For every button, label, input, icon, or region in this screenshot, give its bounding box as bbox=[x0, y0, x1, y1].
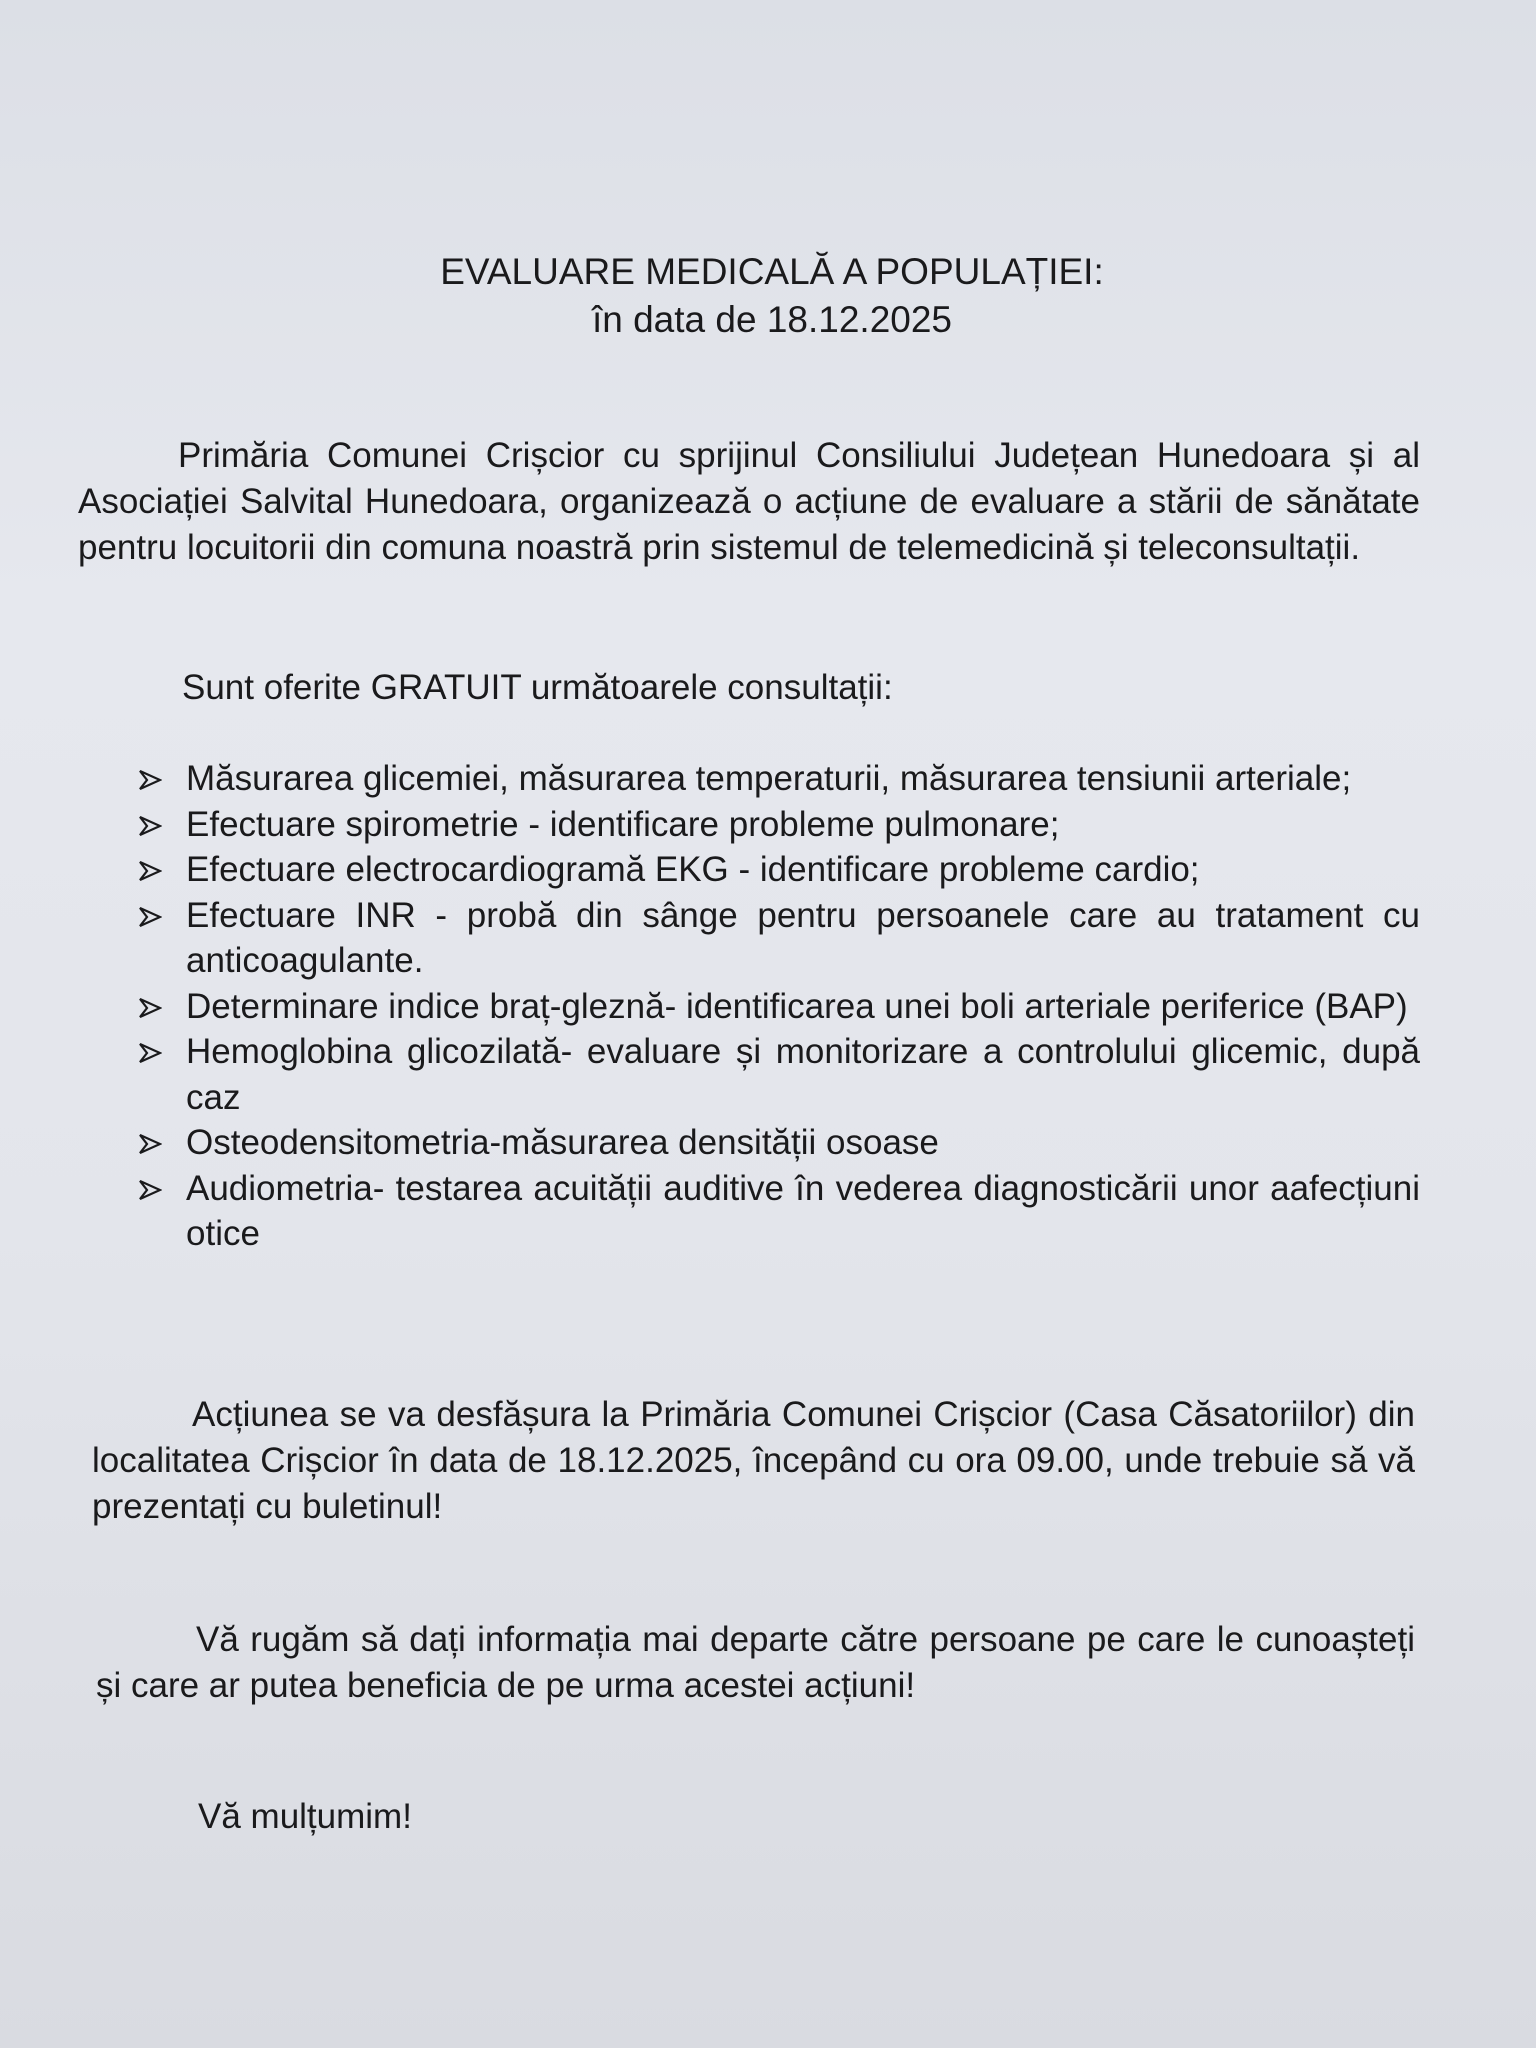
service-text: Măsurarea glicemiei, măsurarea temperaturii, măsurarea tensiunii arteriale; bbox=[186, 759, 1352, 798]
intro-paragraph bbox=[78, 433, 1420, 571]
intro-paragraph-text: Primăria Comunei Crișcior cu sprijinul Consiliului Județean Hunedoara și al Asociației Salvital Hunedoara, organizează o acțiune de evaluare a stării de sănătate pentru locuitorii din comuna noastră prin sistemul de telemedicină și teleconsultații. bbox=[78, 436, 1420, 567]
arrow-bullet-icon bbox=[138, 815, 162, 837]
service-item bbox=[132, 984, 1420, 1030]
service-item bbox=[132, 1029, 1420, 1120]
document-title: EVALUARE MEDICALĂ A POPULAȚIEI: bbox=[440, 251, 1104, 292]
request-paragraph bbox=[96, 1617, 1415, 1709]
service-item bbox=[132, 756, 1420, 802]
services-intro: Sunt oferite GRATUIT următoarele consultații: bbox=[182, 668, 893, 707]
closing-thanks: Vă mulțumim! bbox=[198, 1797, 412, 1836]
location-paragraph bbox=[92, 1392, 1415, 1530]
service-text: Efectuare spirometrie - identificare probleme pulmonare; bbox=[186, 804, 1060, 844]
service-item bbox=[132, 847, 1420, 893]
arrow-bullet-icon bbox=[138, 1133, 162, 1155]
arrow-bullet-icon bbox=[138, 1042, 162, 1064]
document-heading bbox=[0, 248, 1536, 344]
services-list bbox=[132, 756, 1420, 1257]
request-paragraph-text: Vă rugăm să dați informația mai departe către persoane pe care le cunoașteți și care ar putea beneficia de pe urma acestei acțiuni! bbox=[96, 1620, 1415, 1705]
service-text: Audiometria- testarea acuității auditive în vederea diagnosticării unor aafecțiuni otice bbox=[186, 1168, 1420, 1253]
arrow-bullet-icon bbox=[138, 997, 162, 1019]
service-text: Determinare indice braț-gleznă- identificarea unei boli arteriale periferice (BAP) bbox=[186, 986, 1408, 1026]
arrow-bullet-icon bbox=[138, 769, 162, 791]
document-date: în data de 18.12.2025 bbox=[591, 299, 953, 340]
service-text: Efectuare INR - probă din sânge pentru persoanele care au tratament cu anticoagulante. bbox=[186, 895, 1420, 980]
service-text: Osteodensitometria-măsurarea densității osoase bbox=[186, 1123, 939, 1162]
arrow-bullet-icon bbox=[138, 906, 162, 928]
service-item bbox=[132, 893, 1420, 984]
arrow-bullet-icon bbox=[138, 1179, 162, 1201]
service-item bbox=[132, 1166, 1420, 1257]
location-paragraph-text: Acțiunea se va desfășura la Primăria Comunei Crișcior (Casa Căsatoriilor) din localitatea Crișcior în data de 18.12.2025, începând cu ora 09.00, unde trebuie să vă prezentați cu buletinul! bbox=[92, 1395, 1415, 1526]
service-text: Efectuare electrocardiogramă EKG - identificare probleme cardio; bbox=[186, 850, 1200, 889]
service-item bbox=[132, 1120, 1420, 1166]
service-text: Hemoglobina glicozilată- evaluare și monitorizare a controlului glicemic, după caz bbox=[186, 1032, 1420, 1117]
arrow-bullet-icon bbox=[138, 860, 162, 882]
service-item bbox=[132, 802, 1420, 848]
